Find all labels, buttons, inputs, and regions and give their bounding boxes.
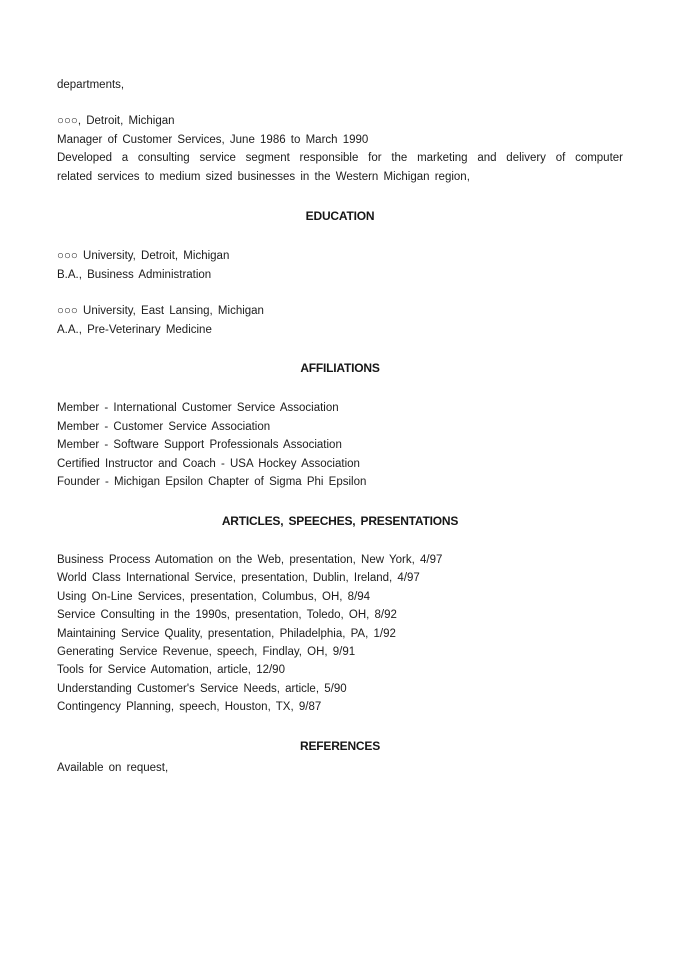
section-heading-affiliations: AFFILIATIONS — [300, 361, 380, 376]
affiliations-list — [57, 399, 623, 491]
article-item: World Class International Service, presentation, Dublin, Ireland, 4/97 — [57, 572, 420, 585]
education-entry — [57, 302, 623, 339]
experience-entry — [57, 112, 623, 186]
education-entry — [57, 247, 623, 284]
experience-employer: ○○○, Detroit, Michigan — [57, 115, 175, 128]
education-degree: A.A., Pre-Veterinary Medicine — [57, 323, 212, 336]
article-item: Understanding Customer's Service Needs, article, 5/90 — [57, 682, 347, 695]
section-heading-references: REFERENCES — [299, 738, 380, 753]
affiliation-item: Member - Software Support Professionals Association — [57, 439, 342, 452]
article-item: Tools for Service Automation, article, 12/90 — [57, 664, 285, 677]
affiliation-item: Founder - Michigan Epsilon Chapter of Sigma Phi Epsilon — [57, 476, 367, 489]
article-item: Generating Service Revenue, speech, Findlay, OH, 9/91 — [57, 645, 356, 658]
education-school: ○○○ University, Detroit, Michigan — [57, 250, 230, 263]
education-degree: B.A., Business Administration — [57, 268, 212, 281]
references-text: Available on request, — [57, 761, 169, 774]
article-item: Business Process Automation on the Web, presentation, New York, 4/97 — [57, 553, 443, 566]
section-heading-education: EDUCATION — [305, 209, 375, 224]
experience-description-line-1: Developed a consulting service segment responsible for the marketing and delivery of computer — [57, 152, 623, 165]
experience-description-line-2: related services to medium sized businesses in the Western Michigan region, — [57, 170, 470, 183]
affiliation-item: Member - Customer Service Association — [57, 420, 271, 433]
education-school: ○○○ University, East Lansing, Michigan — [57, 305, 264, 318]
affiliation-item: Member - International Customer Service Association — [57, 402, 339, 415]
article-item: Contingency Planning, speech, Houston, TX, 9/87 — [57, 701, 322, 714]
article-item: Service Consulting in the 1990s, presentation, Toledo, OH, 8/92 — [57, 609, 397, 622]
experience-role: Manager of Customer Services, June 1986 to March 1990 — [57, 133, 369, 146]
affiliation-item: Certified Instructor and Coach - USA Hockey Association — [57, 457, 360, 470]
article-item: Using On-Line Services, presentation, Columbus, OH, 8/94 — [57, 590, 371, 603]
article-item: Maintaining Service Quality, presentation, Philadelphia, PA, 1/92 — [57, 627, 396, 640]
paragraph-fragment-departments: departments, — [57, 79, 125, 91]
articles-list — [57, 551, 623, 717]
section-heading-articles: ARTICLES, SPEECHES, PRESENTATIONS — [221, 513, 459, 528]
